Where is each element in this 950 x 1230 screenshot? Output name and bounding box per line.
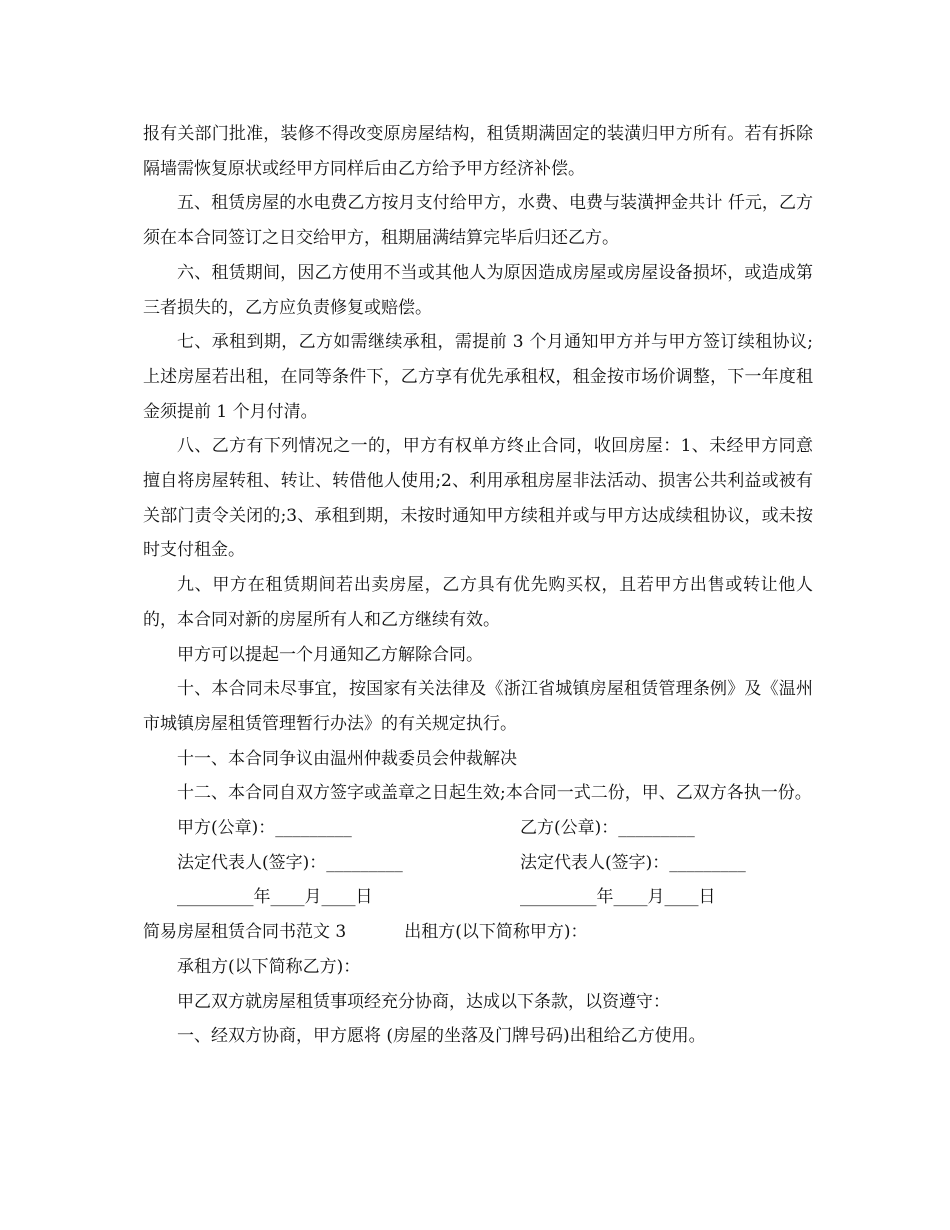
party-b-representative: 法定代表人(签字)：_________ xyxy=(520,852,746,873)
clause-11-arbitration: 十一、本合同争议由温州仲裁委员会仲裁解决 xyxy=(177,748,517,769)
clause-9-sale: 九、甲方在租赁期间若出卖房屋，乙方具有优先购买权，且若甲方出售或转让他人的，本合同对新的房屋所有人和乙方继续有效。 xyxy=(143,575,813,630)
paragraph-renovation-continued: 报有关部门批准，装修不得改变原房屋结构，租赁期满固定的装潢归甲方所有。若有拆除隔墙需恢复原状或经甲方同样后由乙方给予甲方经济补偿。 xyxy=(143,124,813,179)
document-body xyxy=(143,117,813,1054)
clause-8-termination: 八、乙方有下列情况之一的，甲方有权单方终止合同，收回房屋：1、未经甲方同意擅自将房屋转租、转让、转借他人使用;2、利用承租房屋非法活动、损害公共利益或被有关部门责令关闭的;3、承租到期，未按时通知甲方续租并或与甲方达成续租协议，或未按时支付租金。 xyxy=(143,436,813,561)
signature-row-seal xyxy=(143,811,813,846)
signature-row-representative xyxy=(143,846,813,881)
clause-7-renewal: 七、承租到期，乙方如需继续承租，需提前 3 个月通知甲方并与甲方签订续租协议;上述房屋若出租，在同等条件下，乙方享有优先承租权，租金按市场价调整，下一年度租金须提前 1 个月付清。 xyxy=(143,332,813,422)
section-3-heading: 简易房屋租赁合同书范文 3 xyxy=(143,922,347,943)
party-b-date: _________年____月____日 xyxy=(520,887,716,908)
clause-12-effect: 十二、本合同自双方签字或盖章之日起生效;本合同一式二份，甲、乙双方各执一份。 xyxy=(177,783,812,804)
party-a-date: _________年____月____日 xyxy=(177,887,373,908)
clause-6-damage: 六、租赁期间，因乙方使用不当或其他人为原因造成房屋或房屋设备损坏，或造成第三者损失的，乙方应负责修复或赔偿。 xyxy=(143,262,813,318)
party-a-seal: 甲方(公章)：_________ xyxy=(177,818,352,839)
party-b-seal: 乙方(公章)：_________ xyxy=(520,818,695,839)
clause-5-utilities: 五、租赁房屋的水电费乙方按月支付给甲方，水费、电费与装潢押金共计 仟元，乙方须在本合同签订之日交给甲方，租期届满结算完毕后归还乙方。 xyxy=(143,193,813,249)
party-a-representative: 法定代表人(签字)：_________ xyxy=(177,852,403,873)
clause-10-laws: 十、本合同未尽事宜，按国家有关法律及《浙江省城镇房屋租赁管理条例》及《温州市城镇房屋租赁管理暂行办法》的有关规定执行。 xyxy=(143,679,813,734)
clause-9-notice: 甲方可以提起一个月通知乙方解除合同。 xyxy=(177,644,483,665)
section-3-intro: 甲乙双方就房屋租赁事项经充分协商，达成以下条款，以资遵守： xyxy=(177,991,670,1012)
section-3-heading-line xyxy=(143,915,813,950)
signature-row-date xyxy=(143,880,813,915)
lessor-label: 出租方(以下简称甲方)： xyxy=(404,922,588,943)
section-3-clause-1: 一、经双方协商，甲方愿将 (房屋的坐落及门牌号码)出租给乙方使用。 xyxy=(177,1026,706,1047)
lessee-label: 承租方(以下简称乙方)： xyxy=(177,956,361,977)
